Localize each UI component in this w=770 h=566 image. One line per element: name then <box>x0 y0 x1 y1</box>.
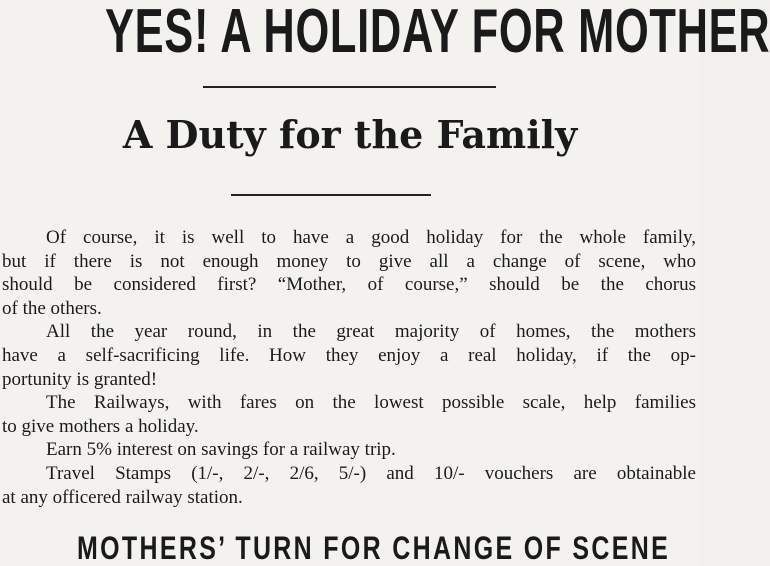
body-line: portunity is granted! <box>2 368 158 390</box>
body-line: Of course, it is well to have a good holiday for the whole family, <box>46 227 696 248</box>
slogan-footer: MOTHERS’ TURN FOR CHANGE OF SCENE <box>77 530 671 566</box>
body-line: at any officered railway station. <box>2 486 243 508</box>
divider-rule-bottom <box>231 194 431 196</box>
body-line: but if there is not enough money to give all a change of scene, who <box>2 250 696 272</box>
body-line: should be considered first? “Mother, of course,” should be the chorus <box>2 274 696 296</box>
body-line: Earn 5% interest on savings for a railway trip. <box>46 439 396 461</box>
body-line: have a self-sacrificing life. How they enjoy a real holiday, if the op- <box>2 344 696 366</box>
divider-rule-top <box>203 86 496 88</box>
body-line: to give mothers a holiday. <box>2 415 199 437</box>
body-line: Travel Stamps (1/-, 2/-, 2/6, 5/-) and 10/- vouchers are obtainable <box>46 462 696 484</box>
subheadline: A Duty for the Family <box>122 112 578 157</box>
article-body <box>2 226 696 509</box>
body-line: of the others. <box>2 297 102 319</box>
body-line: All the year round, in the great majority of homes, the mothers <box>46 321 696 343</box>
body-line: The Railways, with fares on the lowest possible scale, help families <box>46 392 696 414</box>
headline: YES! A HOLIDAY FOR MOTHER <box>105 0 770 66</box>
